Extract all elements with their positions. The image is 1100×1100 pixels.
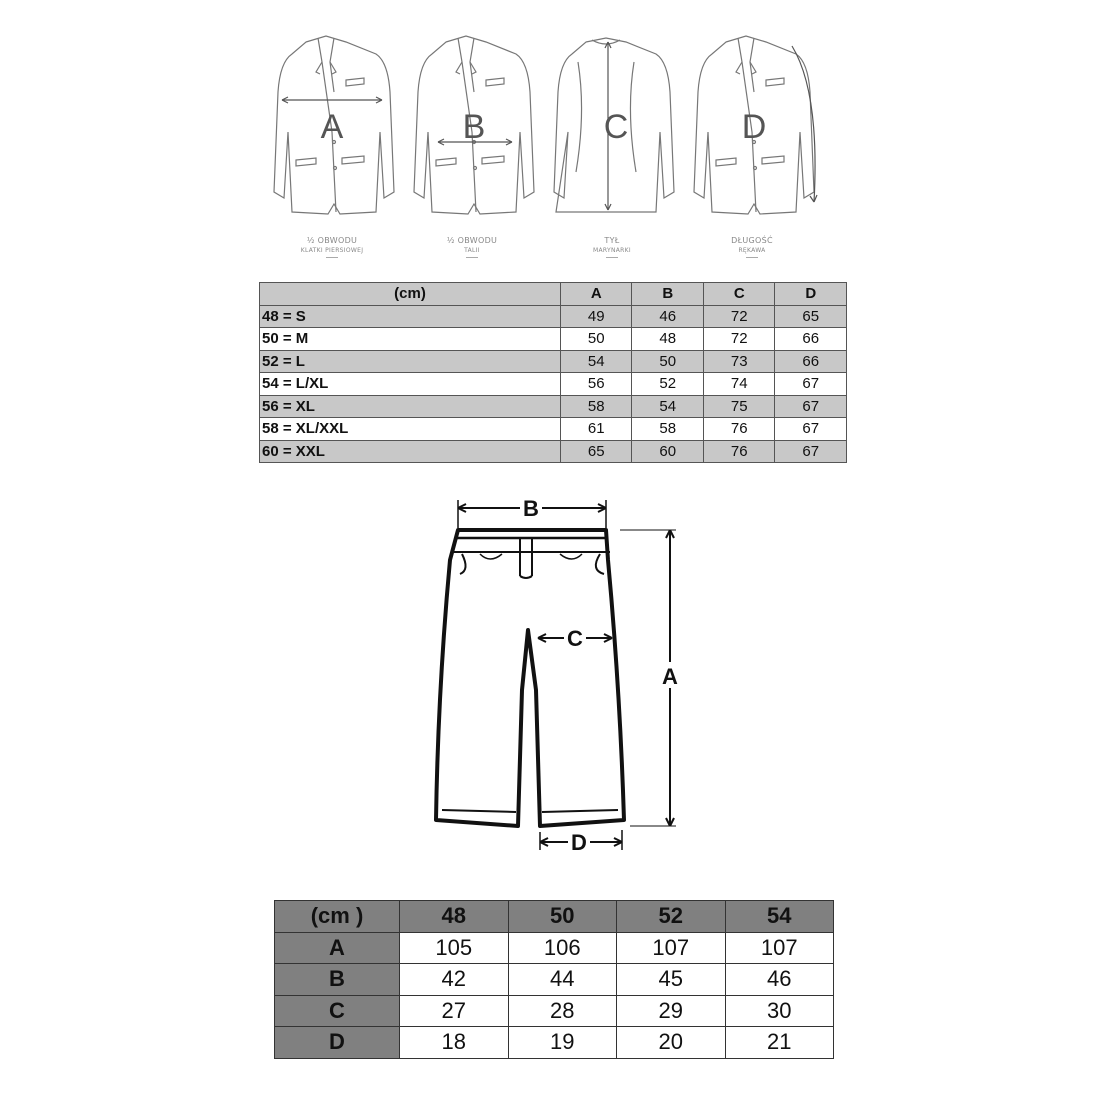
- jacket-measurement-illustration: [262, 28, 842, 218]
- trousers-label-b: B: [523, 496, 539, 521]
- jacket-letter-d: D: [741, 108, 767, 146]
- trousers-label-d: D: [571, 830, 587, 855]
- table-row: A 105 106 107 107: [275, 932, 834, 964]
- table-row: 50 = M 50 48 72 66: [260, 328, 847, 351]
- table-row: C 27 28 29 30: [275, 995, 834, 1027]
- table-row: 58 = XL/XXL 61 58 76 67: [260, 418, 847, 441]
- trousers-label-a: A: [662, 664, 678, 689]
- jacket-back-length-icon: [554, 38, 674, 212]
- trousers-size-table: [274, 900, 834, 1059]
- jacket-sleeve-length-icon: [694, 36, 817, 214]
- jacket-letter-b: B: [462, 108, 486, 146]
- table-row: 48 = S 49 46 72 65: [260, 305, 847, 328]
- table-row: B 42 44 45 46: [275, 964, 834, 996]
- trousers-measurement-illustration: [420, 490, 700, 860]
- caption-waist: ½ OBWODU TALII: [402, 236, 542, 258]
- caption-sleeve: DŁUGOŚĆ RĘKAWA: [682, 236, 822, 258]
- jacket-letter-c: C: [603, 108, 629, 146]
- jacket-front-chest-icon: [274, 36, 394, 214]
- table-row: 54 = L/XL 56 52 74 67: [260, 373, 847, 396]
- jacket-size-table: [259, 282, 847, 463]
- jacket-letter-a: A: [320, 108, 344, 146]
- table-row: 52 = L 54 50 73 66: [260, 350, 847, 373]
- jacket-table-header: (cm) A B C D: [260, 283, 847, 306]
- jacket-front-waist-icon: [414, 36, 534, 214]
- caption-chest: ½ OBWODU KLATKI PIERSIOWEJ: [262, 236, 402, 258]
- table-row: 60 = XXL 65 60 76 67: [260, 440, 847, 463]
- trousers-table-header: (cm ) 48 50 52 54: [275, 901, 834, 933]
- table-row: D 18 19 20 21: [275, 1027, 834, 1059]
- caption-back: TYŁ MARYNARKI: [542, 236, 682, 258]
- trousers-label-c: C: [567, 626, 583, 651]
- table-row: 56 = XL 58 54 75 67: [260, 395, 847, 418]
